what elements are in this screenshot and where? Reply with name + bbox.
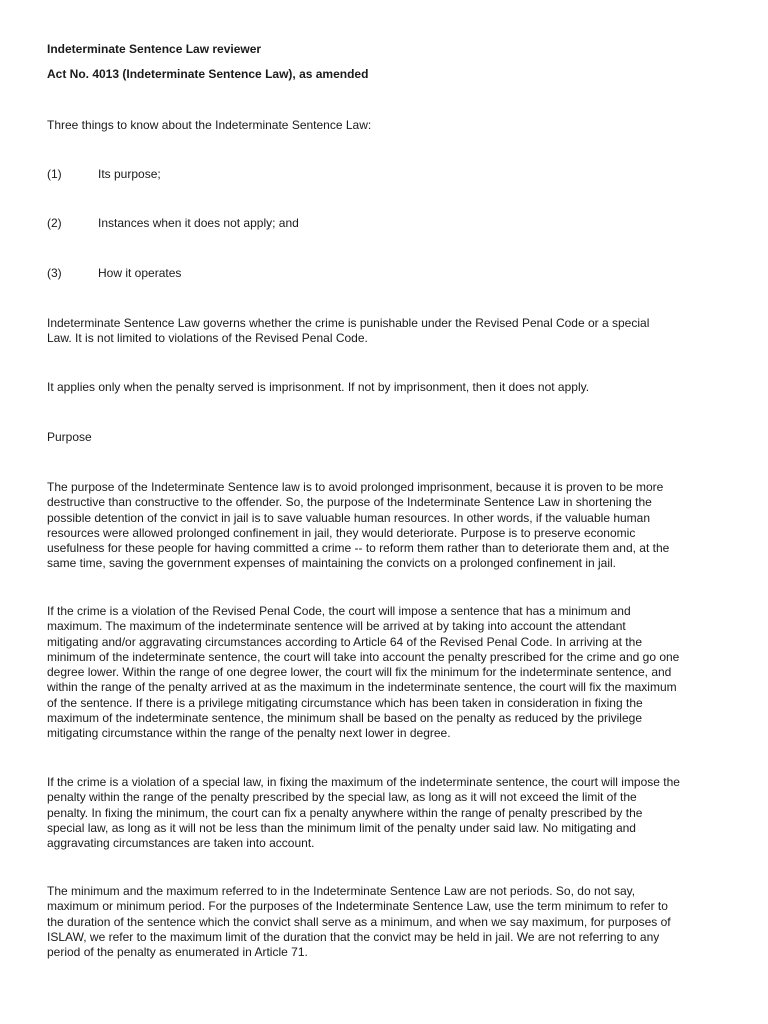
- paragraph-line: of the sentence. If there is a privilege mitigating circumstance which has been taken in consideration in fixing the: [47, 695, 643, 710]
- list-item-text: Instances when it does not apply; and: [98, 216, 299, 230]
- paragraph-line: The minimum and the maximum referred to in the Indeterminate Sentence Law are not periods. So, do not say,: [47, 884, 636, 898]
- list-item-text: How it operates: [98, 266, 182, 280]
- paragraph-special-law: [47, 775, 727, 851]
- paragraph-line: within the range of the penalty arrived at as the maximum in the indeterminate sentence, the court will fix the maximum: [47, 680, 677, 695]
- document-subtitle: Act No. 4013 (Indeterminate Sentence Law), as amended: [47, 67, 369, 81]
- paragraph-purpose: [47, 480, 727, 572]
- paragraph-line: period of the penalty as enumerated in Article 71.: [47, 945, 308, 960]
- paragraph-line: ISLAW, we refer to the maximum limit of the duration that the convict may be held in jail. We are not referring to any: [47, 929, 660, 944]
- paragraph-line: special law, as long as it will not be less than the minimum limit of the penalty under said law. No mitigating and: [47, 820, 636, 835]
- paragraph-line: maximum. The maximum of the indeterminate sentence will be arrived at by taking into account the attendant: [47, 619, 626, 634]
- paragraph-line: penalty. In fixing the minimum, the court can fix a penalty anywhere within the range of penalty prescribed by the: [47, 805, 643, 820]
- paragraph-line: maximum of the indeterminate sentence, the minimum shall be based on the penalty as reduced by the privilege: [47, 711, 642, 726]
- paragraph-line: If the crime is a violation of the Revised Penal Code, the court will impose a sentence that has a minimum and: [47, 604, 631, 618]
- paragraph-line: penalty within the range of the penalty prescribed by the special law, as long as it will not exceed the limit of the: [47, 790, 637, 805]
- paragraph-line: minimum of the indeterminate sentence, the court will take into account the penalty prescribed for the crime and go one: [47, 649, 680, 664]
- list-item-text: Its purpose;: [98, 167, 161, 181]
- paragraph-line: possible detention of the convict in jail is to save valuable human resources. In other words, if the valuable human: [47, 510, 651, 525]
- paragraph-line: same time, saving the government expenses of maintaining the convicts on a prolonged confinement in jail.: [47, 556, 616, 571]
- section-heading-purpose: Purpose: [47, 430, 92, 444]
- paragraph-line: mitigating circumstance within the range of the penalty next lower in degree.: [47, 726, 451, 741]
- list-item-number: (3): [47, 266, 62, 280]
- paragraph-line: the duration of the sentence which the convict shall serve as a minimum, and when we say maximum, for purposes of: [47, 914, 671, 929]
- paragraph-line: usefulness for these people for having committed a crime -- to reform them rather than to deteriorate them and, at the: [47, 541, 670, 556]
- paragraph-imprisonment: It applies only when the penalty served is imprisonment. If not by imprisonment, then it does not apply.: [47, 380, 590, 394]
- list-item-number: (2): [47, 216, 62, 230]
- paragraph-line: If the crime is a violation of a special law, in fixing the maximum of the indeterminate sentence, the court will impose the: [47, 775, 680, 789]
- paragraph-line: degree lower. Within the range of one degree lower, the court will fix the minimum for the indeterminate sentence, and: [47, 665, 672, 680]
- paragraph-line: The purpose of the Indeterminate Sentence law is to avoid prolonged imprisonment, because it is proven to be more: [47, 480, 664, 494]
- document-title: Indeterminate Sentence Law reviewer: [47, 42, 262, 56]
- paragraph-revised-penal-code: [47, 604, 727, 742]
- paragraph-line: mitigating and/or aggravating circumstances according to Article 64 of the Revised Penal Code. In arriving at the: [47, 634, 642, 649]
- paragraph-scope: [47, 316, 727, 347]
- paragraph-line: maximum or minimum period. For the purposes of the Indeterminate Sentence Law, use the term minimum to refer to: [47, 899, 668, 914]
- paragraph-line: aggravating circumstances are taken into account.: [47, 836, 315, 851]
- paragraph-minimum-maximum: [47, 884, 727, 960]
- list-item-number: (1): [47, 167, 62, 181]
- paragraph-line: Law. It is not limited to violations of the Revised Penal Code.: [47, 331, 368, 346]
- paragraph-line: destructive than constructive to the offender. So, the purpose of the Indeterminate Sentence Law in shortening the: [47, 495, 652, 510]
- paragraph-line: Indeterminate Sentence Law governs whether the crime is punishable under the Revised Penal Code or a special: [47, 316, 650, 330]
- intro-text: Three things to know about the Indeterminate Sentence Law:: [47, 118, 372, 132]
- paragraph-line: resources were allowed prolonged confinement in jail, they would deteriorate. Purpose is to preserve economic: [47, 525, 636, 540]
